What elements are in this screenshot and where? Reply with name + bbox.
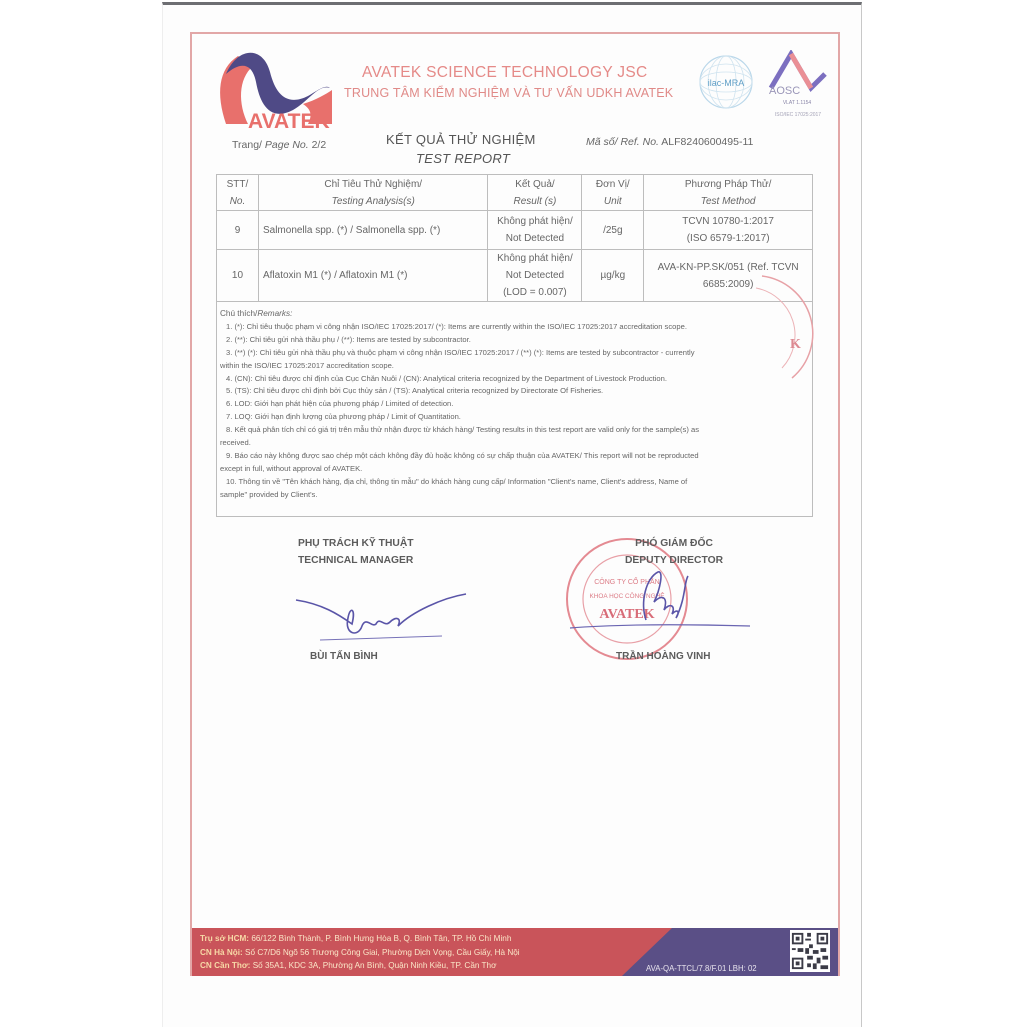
signatory-right-title-vn: PHÓ GIÁM ĐỐC <box>635 538 713 549</box>
signatory-left-title-en: TECHNICAL MANAGER <box>298 555 414 566</box>
reference-number <box>586 136 753 148</box>
footer-addresses <box>200 932 520 973</box>
cell-unit: µg/kg <box>582 250 644 302</box>
cell-method: TCVN 10780-1:2017 (ISO 6579-1:2017) <box>644 211 813 250</box>
remark-item: 6. LOD: Giới hạn phát hiện của phương pháp / Limited of detection. <box>226 399 454 409</box>
ilac-mra-badge <box>698 54 754 110</box>
footer-band <box>192 928 838 976</box>
remark-item: 7. LOQ: Giới hạn định lượng của phương pháp / Limit of Quantitation. <box>226 412 461 422</box>
remark-item-continued: except in full, without approval of AVATEK. <box>220 463 363 473</box>
cell-result: Không phát hiện/ Not Detected (LOD = 0.007) <box>488 250 582 302</box>
stamp-line-2: KHOA HỌC CÔNG NGHỆ <box>589 593 665 600</box>
header-unit: Đơn Vị/ Unit <box>582 175 644 211</box>
address-hanoi: CN Hà Nội: Số C7/D6 Ngõ 56 Trương Công Giai, Phường Dịch Vọng, Cầu Giấy, Hà Nội <box>200 947 520 957</box>
page-label-en: Page No. <box>264 139 309 151</box>
results-table <box>216 174 813 302</box>
table-row <box>217 250 813 302</box>
cell-analysis: Aflatoxin M1 (*) / Aflatoxin M1 (*) <box>258 250 488 302</box>
table-row <box>217 211 813 250</box>
company-name-en: AVATEK SCIENCE TECHNOLOGY JSC <box>362 64 648 81</box>
cell-method: AVA-KN-PP.SK/051 (Ref. TCVN 6685:2009) <box>644 250 813 302</box>
signatory-right-name: TRẦN HOÀNG VINH <box>616 651 711 662</box>
ref-label-en: Ref. No. <box>620 136 659 148</box>
remark-item: 2. (**): Chỉ tiêu gửi nhà thầu phụ / (**): Items are tested by subcontractor. <box>226 334 471 344</box>
header-analysis: Chỉ Tiêu Thử Nghiệm/ Testing Analysis(s) <box>258 175 488 211</box>
aosc-badge <box>765 50 831 120</box>
ilac-label: ilac-MRA <box>707 78 745 88</box>
remark-item-continued: within the ISO/IEC 17025:2017 accreditation scope. <box>220 360 394 370</box>
remark-item: 1. (*): Chỉ tiêu thuộc phạm vi công nhận ISO/IEC 17025:2017/ (*): Items are currently within the ISO/IEC 17025:2017 accreditation scope. <box>226 321 687 331</box>
cell-result: Không phát hiện/ Not Detected <box>488 211 582 250</box>
stamp-line-3: AVATEK <box>599 607 655 622</box>
stamp-line-1: CÔNG TY CỔ PHẦN <box>594 579 660 586</box>
table-header-row <box>217 175 813 211</box>
form-code: AVA-QA-TTCL/7.8/F.01 LBH: 02 <box>646 964 757 973</box>
signatory-right-title-en: DEPUTY DIRECTOR <box>624 555 724 566</box>
remark-item-continued: sample" provided by Client's. <box>220 489 318 499</box>
header-result: Kết Quả/ Result (s) <box>488 175 582 211</box>
remark-item: 4. (CN): Chỉ tiêu được chỉ định của Cục Chăn Nuôi / (CN): Analytical criteria recognized by the Department of Livestock Production. <box>226 373 667 383</box>
page-label-vn: Trang/ <box>232 139 262 151</box>
remarks-box <box>216 298 813 517</box>
signatory-left-title-vn: PHỤ TRÁCH KỸ THUẬT <box>298 538 414 549</box>
signatory-left <box>298 535 428 569</box>
logo-text: AVATEK <box>248 110 330 133</box>
aosc-code: VLAT 1.1154 <box>782 100 812 106</box>
address-cantho: CN Cần Thơ: Số 35A1, KDC 3A, Phường An Bình, Quận Ninh Kiều, TP. Cần Thơ <box>200 961 497 970</box>
signatory-left-name: BÙI TẤN BÌNH <box>310 651 378 662</box>
page-number <box>232 139 326 151</box>
remarks-title: Chú thích/Remarks: <box>220 309 293 318</box>
remark-item-continued: received. <box>220 438 251 448</box>
remark-item: 3. (**) (*): Chỉ tiêu gửi nhà thầu phụ và thuộc phạm vi công nhận ISO/IEC 17025:2017 / (**) (*): Items are tested by subcontractor - currently <box>226 347 695 357</box>
remark-item: 9. Báo cáo này không được sao chép một cách không đầy đủ hoặc không có sự chấp thuận của AVATEK/ This report will not be reproducted <box>226 450 699 460</box>
avatek-logo <box>208 44 333 134</box>
report-title-vn: KẾT QUẢ THỬ NGHIỆM <box>386 132 536 147</box>
signature-right <box>560 562 760 642</box>
header-method: Phương Pháp Thử/ Test Method <box>644 175 813 211</box>
page-value: 2/2 <box>311 139 327 151</box>
company-name-vn: TRUNG TÂM KIỂM NGHIỆM VÀ TƯ VẤN UDKH AVATEK <box>344 86 674 100</box>
cell-unit: /25g <box>582 211 644 250</box>
aosc-label: AOSC <box>769 85 801 97</box>
remark-item: 8. Kết quả phân tích chỉ có giá trị trên mẫu thử nhận được từ khách hàng/ Testing results in this test report are valid only for the sample(s) as <box>226 425 700 435</box>
signature-left <box>292 588 472 648</box>
cell-no: 10 <box>217 250 259 302</box>
qr-code[interactable] <box>790 930 830 972</box>
address-hcm: Trụ sở HCM: 66/122 Bình Thành, P. Bình Hưng Hòa B, Q. Bình Tân, TP. Hồ Chí Minh <box>200 934 512 943</box>
remark-item: 5. (TS): Chỉ tiêu được chỉ định bởi Cục thủy sản / (TS): Analytical criteria recognized by Directorate Of Fisheries. <box>226 386 604 396</box>
ref-value: ALF8240600495-11 <box>661 136 754 148</box>
remark-item: 10. Thông tin về "Tên khách hàng, địa chỉ, thông tin mẫu" do khách hàng cung cấp/ Information "Client's name, Client's address, Name of <box>226 476 688 486</box>
cell-analysis: Salmonella spp. (*) / Salmonella spp. (*) <box>258 211 488 250</box>
seal-stamp-partial <box>752 268 832 388</box>
header-no: STT/ No. <box>217 175 259 211</box>
cell-no: 9 <box>217 211 259 250</box>
report-title-en: TEST REPORT <box>416 151 511 166</box>
ref-label-vn: Mã số/ <box>586 136 618 148</box>
aosc-iso: ISO/IEC 17025:2017 <box>774 112 822 118</box>
svg-text:K: K <box>790 337 801 352</box>
